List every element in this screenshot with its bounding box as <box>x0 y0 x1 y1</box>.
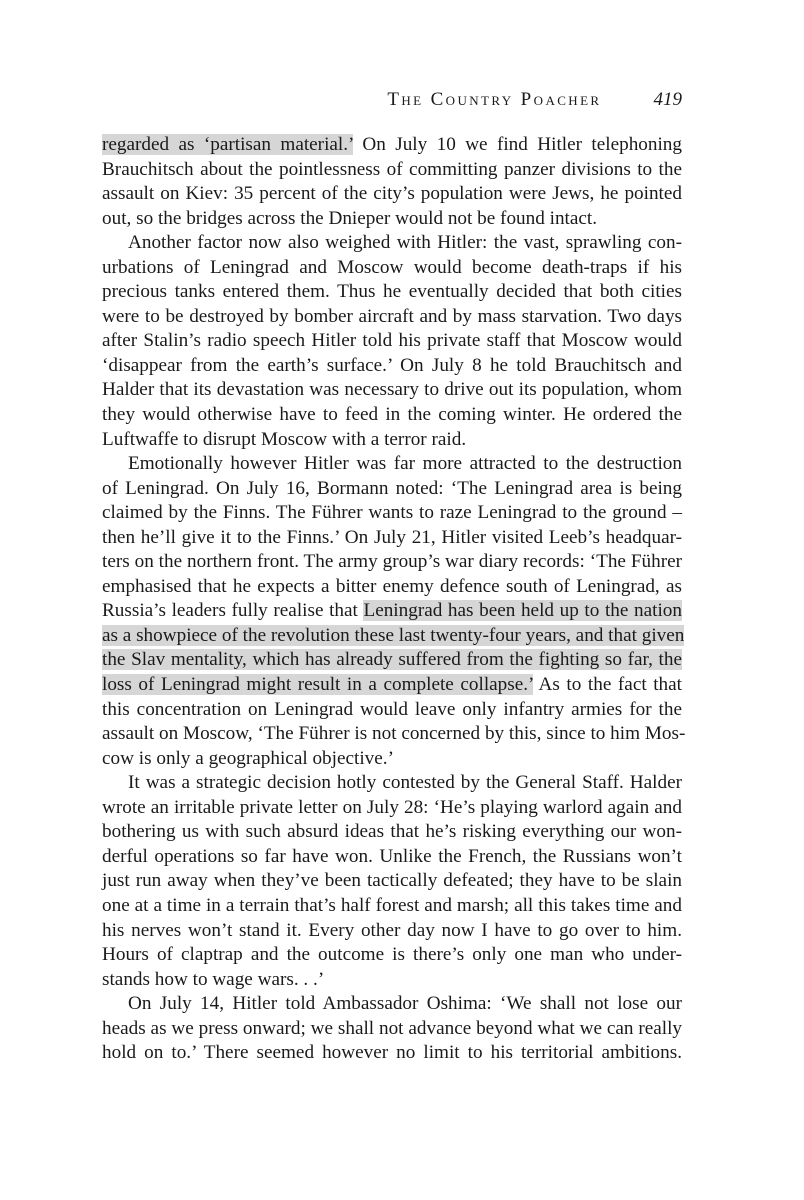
text-segment: Russia’s leaders fully realise that <box>102 600 364 622</box>
text-segment: Halder that its devastation was necessary to drive out its population, whom <box>102 379 682 401</box>
text-segment: his nerves won’t stand it. Every other day now I have to go over to him. <box>102 919 682 941</box>
text-line <box>102 133 682 158</box>
text-line <box>102 378 682 403</box>
text-segment: precious tanks entered them. Thus he eventually decided that both cities <box>102 281 682 303</box>
text-segment: this concentration on Leningrad would leave only infantry armies for the <box>102 698 682 720</box>
text-line <box>102 329 682 354</box>
text-line <box>102 1017 682 1042</box>
text-line <box>102 280 682 305</box>
running-head <box>102 89 682 115</box>
text-line <box>102 968 682 993</box>
text-line <box>102 305 682 330</box>
text-line <box>102 1041 682 1066</box>
text-line <box>102 919 682 944</box>
text-segment: after Stalin’s radio speech Hitler told his private staff that Moscow would <box>102 330 682 352</box>
text-segment: hold on to.’ There seemed however no limit to his territorial ambitions. <box>102 1042 682 1064</box>
text-segment: Luftwaffe to disrupt Moscow with a terror raid. <box>102 428 467 450</box>
text-line <box>102 747 682 772</box>
text-segment: cow is only a geographical objective.’ <box>102 747 394 769</box>
text-line <box>102 575 682 600</box>
text-segment: they would otherwise have to feed in the coming winter. He ordered the <box>102 404 682 426</box>
text-segment: were to be destroyed by bomber aircraft and by mass starvation. Two days <box>102 305 682 327</box>
text-segment: ters on the northern front. The army group’s war diary records: ‘The Führer <box>102 551 682 573</box>
text-line <box>102 624 685 649</box>
running-title: The Country Poacher <box>387 89 602 110</box>
text-line <box>102 845 682 870</box>
text-line <box>102 452 682 477</box>
text-line <box>102 820 682 845</box>
text-segment: bothering us with such absurd ideas that he’s risking everything our won- <box>102 821 682 843</box>
text-segment: derful operations so far have won. Unlike the French, the Russians won’t <box>102 845 682 867</box>
highlighted-text: as a showpiece of the revolution these last twenty-four years, and that given <box>102 624 685 646</box>
text-segment: On July 14, Hitler told Ambassador Oshima: ‘We shall not lose our <box>128 993 682 1015</box>
text-segment: just run away when they’ve been tactically defeated; they have to be slain <box>102 870 682 892</box>
text-line <box>102 501 682 526</box>
text-segment: assault on Kiev: 35 percent of the city’s population were Jews, he pointed <box>102 183 682 205</box>
text-segment: As to the fact that <box>533 674 683 696</box>
text-line <box>102 182 682 207</box>
text-line <box>102 943 682 968</box>
text-segment: heads as we press onward; we shall not advance beyond what we can really <box>102 1017 682 1039</box>
text-segment: wrote an irritable private letter on July 28: ‘He’s playing warlord again and <box>102 796 682 818</box>
text-line <box>102 158 682 183</box>
text-segment: emphasised that he expects a bitter enemy defence south of Leningrad, as <box>102 575 682 597</box>
text-line <box>102 673 682 698</box>
text-segment: Emotionally however Hitler was far more attracted to the destruction <box>128 453 682 475</box>
text-segment: stands how to wage wars. . .’ <box>102 968 325 990</box>
text-line <box>102 477 682 502</box>
text-segment: urbations of Leningrad and Moscow would become death-traps if his <box>102 256 682 278</box>
text-line <box>102 354 682 379</box>
text-line <box>102 992 682 1017</box>
text-line <box>102 207 682 232</box>
highlighted-text: Leningrad has been held up to the nation <box>363 600 682 622</box>
text-segment: Brauchitsch about the pointlessness of committing panzer divisions to the <box>102 158 682 180</box>
text-line <box>102 526 682 551</box>
text-line <box>102 869 682 894</box>
text-segment: of Leningrad. On July 16, Bormann noted: ‘The Leningrad area is being <box>102 477 682 499</box>
text-segment: Hours of claptrap and the outcome is there’s only one man who under- <box>102 944 682 966</box>
text-segment: assault on Moscow, ‘The Führer is not concerned by this, since to him Mos- <box>102 723 686 745</box>
text-line <box>102 648 682 673</box>
highlighted-text: the Slav mentality, which has already suffered from the fighting so far, the <box>102 649 682 671</box>
text-segment: ‘disappear from the earth’s surface.’ On July 8 he told Brauchitsch and <box>102 354 682 376</box>
body-text <box>102 133 686 1066</box>
highlighted-text: loss of Leningrad might result in a complete collapse.’ <box>102 674 534 696</box>
text-line <box>102 428 682 453</box>
page-number: 419 <box>653 89 682 110</box>
text-segment: then he’ll give it to the Finns.’ On July 21, Hitler visited Leeb’s headquar- <box>102 526 682 548</box>
text-line <box>102 550 682 575</box>
text-line <box>102 796 682 821</box>
text-line <box>102 599 682 624</box>
text-line <box>102 722 686 747</box>
text-segment: claimed by the Finns. The Führer wants to raze Leningrad to the ground – <box>102 502 682 524</box>
text-segment: one at a time in a terrain that’s half forest and marsh; all this takes time and <box>102 894 682 916</box>
text-line <box>102 256 682 281</box>
highlighted-text: regarded as ‘partisan material.’ <box>102 134 354 155</box>
text-line <box>102 231 682 256</box>
text-segment: out, so the bridges across the Dnieper would not be found intact. <box>102 207 598 229</box>
text-line <box>102 894 682 919</box>
text-segment: Another factor now also weighed with Hitler: the vast, sprawling con- <box>128 232 682 254</box>
text-segment: On July 10 we find Hitler telephoning <box>353 134 682 155</box>
text-line <box>102 698 682 723</box>
text-line <box>102 771 682 796</box>
text-segment: It was a strategic decision hotly contested by the General Staff. Halder <box>128 772 682 794</box>
text-line <box>102 403 682 428</box>
